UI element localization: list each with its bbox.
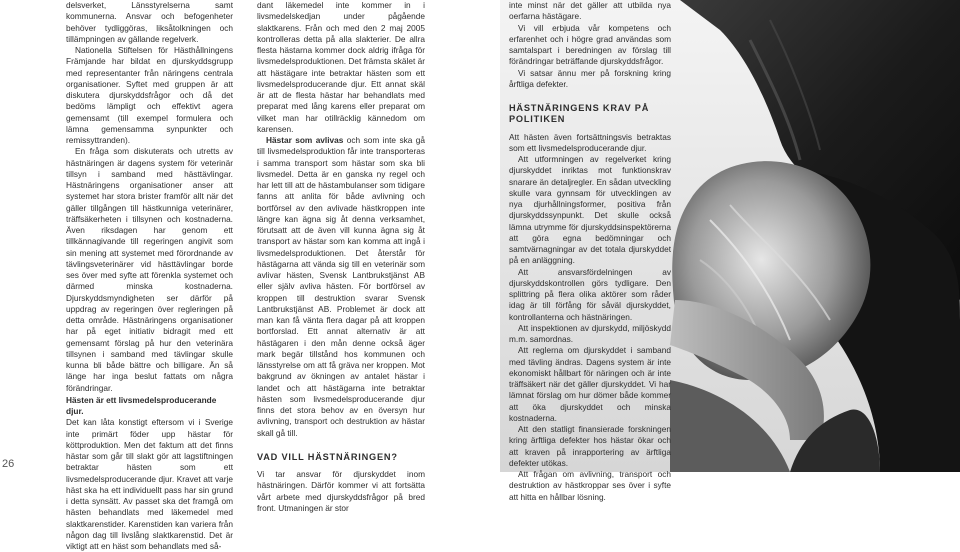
paragraph-lead: Hästar som avlivas: [266, 135, 344, 145]
section-heading: HÄSTNÄRINGENS KRAV PÅ POLITIKEN: [509, 103, 650, 125]
paragraph: Vi satsar ännu mer på forskning kring årftliga defekter.: [509, 67, 671, 89]
paragraph: Vi tar ansvar för djurskyddet inom hästnäringen. Därför kommer vi att fortsätta vårt arbete med djurskyddsfrågor på bred front. Utmaningen är stor: [257, 469, 425, 513]
paragraph: delsverket, Länsstyrelserna samt kommunerna. Ansvar och befogenheter behöver tydliggöras, liksåtolkningen och tillämpningen av gällande regelverk.: [66, 0, 233, 44]
section-heading: VAD VILL HÄSTNÄRINGEN?: [257, 451, 398, 462]
section-subheading: Hästen är ett livsmedelsproducerande djur.: [66, 394, 217, 416]
text-column-1: [66, 0, 233, 552]
text-column-3: [509, 0, 671, 503]
paragraph: Att utformningen av regelverket kring djurskyddet inriktas mot funktionskrav snarare än detaljregler. En sådan utveckling skulle vara gynnsam för utvecklingen av nya djurhållningsformer, positiva från djurskyddssynpunkt. Det skulle också lämna utrymme för djurskyddsinspektörerna att göra egna bedömningar och samtvärnagningar av det totala djurskyddet på en anläggning.: [509, 154, 671, 266]
paragraph: Att ansvarsfördelningen av djurskyddskontrollen görs tydligare. Den splittring på flera olika aktörer som råder idag är till förfång för såväl djurskyddet, kontrollanterna och hästnäringen.: [509, 266, 671, 322]
paragraph: Att frågan om avlivning, transport och destruktion av hästkroppar ses över i syfte att hitta en hållbar lösning.: [509, 469, 671, 502]
paragraph: inte minst när det gäller att utbilda nya oerfarna hästägare.: [509, 0, 671, 22]
paragraph: En fråga som diskuterats och utretts av hästnäringen är dagens system för veterinär tillsyn i samband med hästtävlingar. Hästnäringens organisationer anser att systemet har stora brister framför allt när det gäller tillgången till hästkunniga veterinärer, träffsäkerheten i tillsynen och kostnaderna. Även riksdagen har genom ett tillkännagivande till regeringen angivit som sin mening att systemet med förordnande av tävlingsveterinärer vid hästtävlingar borde ses över med syfte att förenkla systemet och därmed minska kostnaderna. Djurskyddsmyndigheten ser därför på uppdrag av regeringen över regleringen på detta område. Hästnäringens organisationer har på eget initiativ bidragit med ett gemensamt förslag på hur den veterinära tillsynen i samband med tävlingar skulle kunna bli både bättre och billigare. Än så länge har inga beslut fattats om några förändringar.: [66, 146, 233, 393]
paragraph: dant läkemedel inte kommer in i livsmedelskedjan under pågående slaktkarens. Från och med den 2 maj 2005 kontrolleras detta på alla slakterier. De allra flesta hästarna kommer dock aldrig ifråga för livsmedelsproduktionen. Det främsta skälet är att hästägare inte betraktar hästen som ett livsmedelsproducerande djur. Ett annat skäl är att de flesta hästar har behandlats med preparat med lång karens eller preparat om vilket man har otillräcklig kännedom om karensen.: [257, 0, 425, 134]
paragraph: Att den statligt finansierade forskningen kring ärftliga defekter hos hästar ökar och att kraven på inrapportering av ärftliga defekter utökas.: [509, 424, 671, 468]
paragraph: Vi vill erbjuda vår kompetens och erfarenhet och i högre grad användas som samtalspart i beredningen av förslag till förändringar beträffande djurskyddsfrågor.: [509, 22, 671, 67]
page-number: 26: [2, 458, 15, 470]
paragraph: Att hästen även fortsättningsvis betraktas som ett livsmedelsproducerande djur.: [509, 131, 671, 153]
paragraph: Att reglerna om djurskyddet i samband med tävling ändras. Dagens system är inte ekonomiskt hållbart för näringen och är inte träffsäkert när det gäller djurskyddet. Vi har lämnat förslag om hur dömer både kommer att öka djurskyddet och minska kostnaderna.: [509, 345, 671, 423]
paragraph: Det kan låta konstigt eftersom vi i Sverige inte primärt föder upp hästar för köttproduktion. Men det faktum att det finns hästar som går till slakt gör att lagstiftningen betraktar hästen som ett livsmedelsproducerande djur. Kravet att varje häst ska ha ett individuellt pass har sin grund i detta synsätt. Av passet ska det framgå om hästen behandlats med läkemedel med slaktkarenstider. Karenstiden kan variera från någon dag till livslång slaktkarenstid. Det är viktigt att en häst som behandlats med så-: [66, 417, 233, 551]
paragraph: [257, 135, 425, 439]
text-column-2: [257, 0, 425, 514]
paragraph-text: och som inte ska gå till livsmedelsproduktion får inte transporteras i samma transport som hästar som ska bli livsmedel. Detta är en ganska ny regel och har lett till att de hästambulanser som tidigare fanns att anlita för både avlivning och bortförsel av den avlivade hästkroppen inte längre kan ägna sig åt denna verksamhet, förutsatt att de även vill kunna ägna sig åt transport av hästar som kan komma att ingå i livsmedelsproduktionen. Det återstår för hästägarna att vända sig till en veterinär som avlivar hästen, Svensk Lantbrukstjänst AB eller själv avliva hästen. För bortförsel av kroppen till destruktion svarar Svensk Lantbrukstjänst AB. Problemet är dock att man kan få vänta flera dagar på att kroppen bortforslad. Ett annat alternativ är att hästägaren i den mån denne också äger mark begär tillstånd hos kommunen och länsstyrelse om att få gräva ner kroppen. Mot bakgrund av ökningen av antalet hästar i landet och att hästägarna inte betraktar hästen som livsmedelsproducerande djur finns det stora behov av en översyn hur avlivning, transport och destruktion av hästar skall gå till.: [257, 135, 425, 438]
paragraph: Nationella Stiftelsen för Hästhållningens Främjande har bildat en djurskyddsgrupp med representanter från näringens centrala organisationer. Syftet med gruppen är att diskutera djurskyddsfrågor och då det bedöms lämpligt och effektivt agera gemensamt (till exempel formulera och lämna gemensamma synpunkter och remissyttranden).: [66, 45, 233, 145]
paragraph: Att inspektionen av djurskydd, miljöskydd m.m. samordnas.: [509, 322, 671, 344]
